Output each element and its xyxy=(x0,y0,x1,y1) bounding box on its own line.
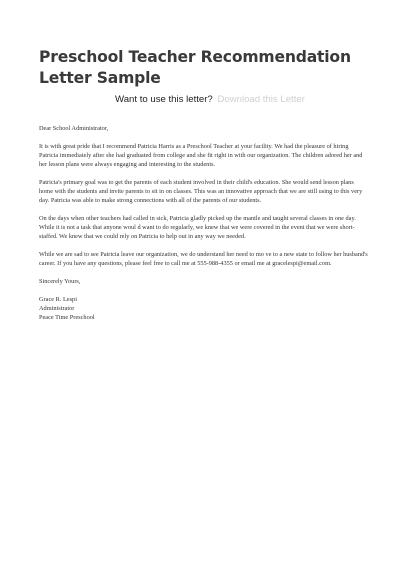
download-letter-link[interactable]: Download this Letter xyxy=(217,94,305,105)
letter-body xyxy=(39,124,369,331)
signature-organization: Peace Time Preschool xyxy=(39,314,95,321)
letter-paragraph-3: On the days when other teachers had called in sick, Patricia gladly picked up the mantle and taught several classes in one day. While it is not a task that anyone woul d want to do regularly, we knew that we were covered in the event that we were short-staffed. We knew that we could rely on Patricia to help out in any way we needed. xyxy=(39,215,356,240)
document-title: Preschool Teacher Recommendation Letter Sample xyxy=(39,48,351,87)
cta-question: Want to use this letter? xyxy=(115,94,213,105)
signature-role: Administrator xyxy=(39,305,75,312)
signature-name: Grace R. Lespi xyxy=(39,296,77,303)
letter-signature-block xyxy=(39,295,369,322)
letter-paragraph-2: Patricia's primary goal was to get the parents of each student involved in their child's education. She would send lesson plans home with the students and invite parents to sit in on classes. This was an innovative approach that we are still using to this very day. Patricia was able to make strong connections with all of the parents of our students. xyxy=(39,179,363,204)
download-prompt xyxy=(115,94,305,106)
letter-paragraph-1: It is with great pride that I recommend Patricia Harris as a Preschool Teacher at your facility. We had the pleasure of hiring Patricia immediately after she had graduated from college and she fit right in with our organization. The children adored her and her lesson plans were always engaging and interesting to the students. xyxy=(39,143,363,168)
letter-paragraph-4: While we are sad to see Patricia leave our organization, we do understand her need to mo ve to a new state to follow her husband's career. If you have any questions, please feel free to call me at 555-988-4355 or email me at gracelespi@email.com. xyxy=(39,251,368,267)
letter-closing: Sincerely Yours, xyxy=(39,278,81,285)
letter-salutation: Dear School Administrator, xyxy=(39,125,109,132)
